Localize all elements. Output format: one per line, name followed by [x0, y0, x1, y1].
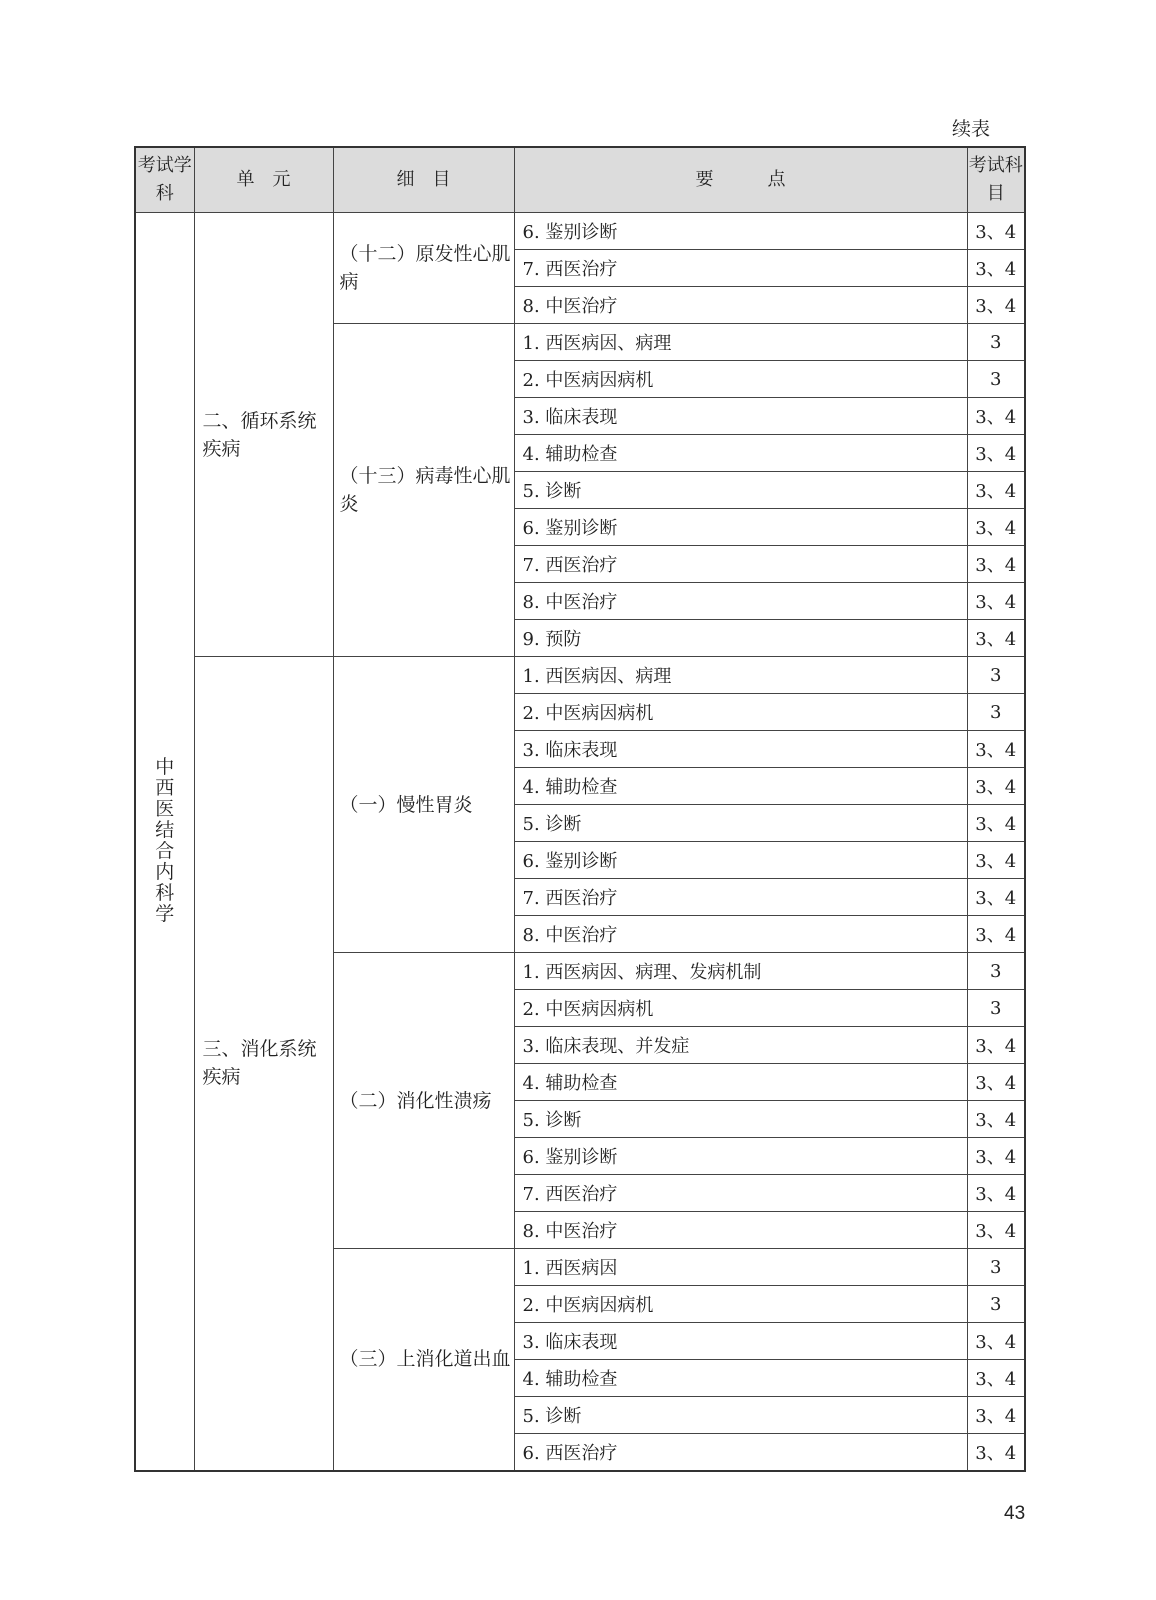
header-unit: 单 元 [194, 147, 333, 213]
score-cell: 3、4 [967, 1397, 1025, 1434]
item-cell: （十二）原发性心肌病 [333, 213, 514, 324]
header-item: 细 目 [333, 147, 514, 213]
point-cell: 4. 辅助检查 [514, 768, 967, 805]
point-cell: 2. 中医病因病机 [514, 694, 967, 731]
score-cell: 3、4 [967, 472, 1025, 509]
item-cell: （十三）病毒性心肌炎 [333, 324, 514, 657]
score-cell: 3、4 [967, 250, 1025, 287]
header-score: 考试科目 [967, 147, 1025, 213]
score-cell: 3、4 [967, 287, 1025, 324]
point-cell: 6. 鉴别诊断 [514, 509, 967, 546]
score-cell: 3、4 [967, 398, 1025, 435]
score-cell: 3、4 [967, 1138, 1025, 1175]
point-cell: 3. 临床表现、并发症 [514, 1027, 967, 1064]
table-row [135, 657, 1025, 694]
point-cell: 9. 预防 [514, 620, 967, 657]
score-cell: 3、4 [967, 768, 1025, 805]
unit-cell: 三、消化系统疾病 [194, 657, 333, 1471]
score-cell: 3 [967, 657, 1025, 694]
score-cell: 3、4 [967, 1434, 1025, 1471]
subject-cell [135, 213, 194, 1471]
score-cell: 3、4 [967, 620, 1025, 657]
point-cell: 5. 诊断 [514, 1101, 967, 1138]
point-cell: 8. 中医治疗 [514, 1212, 967, 1249]
score-cell: 3、4 [967, 842, 1025, 879]
point-cell: 5. 诊断 [514, 1397, 967, 1434]
point-cell: 1. 西医病因、病理 [514, 324, 967, 361]
point-cell: 3. 临床表现 [514, 731, 967, 768]
point-cell: 8. 中医治疗 [514, 916, 967, 953]
score-cell: 3、4 [967, 731, 1025, 768]
table-body [135, 213, 1025, 1471]
score-cell: 3、4 [967, 1175, 1025, 1212]
point-cell: 1. 西医病因、病理 [514, 657, 967, 694]
point-cell: 2. 中医病因病机 [514, 990, 967, 1027]
table-header-row [135, 147, 1025, 213]
score-cell: 3 [967, 361, 1025, 398]
point-cell: 7. 西医治疗 [514, 250, 967, 287]
point-cell: 3. 临床表现 [514, 1323, 967, 1360]
score-cell: 3 [967, 324, 1025, 361]
unit-cell: 二、循环系统疾病 [194, 213, 333, 657]
score-cell: 3、4 [967, 1212, 1025, 1249]
score-cell: 3、4 [967, 879, 1025, 916]
point-cell: 6. 鉴别诊断 [514, 1138, 967, 1175]
score-cell: 3、4 [967, 213, 1025, 250]
score-cell: 3、4 [967, 1027, 1025, 1064]
item-cell: （三）上消化道出血 [333, 1249, 514, 1471]
score-cell: 3 [967, 1249, 1025, 1286]
score-cell: 3、4 [967, 805, 1025, 842]
score-cell: 3、4 [967, 546, 1025, 583]
point-cell: 5. 诊断 [514, 472, 967, 509]
score-cell: 3、4 [967, 1101, 1025, 1138]
point-cell: 6. 鉴别诊断 [514, 842, 967, 879]
point-cell: 4. 辅助检查 [514, 1360, 967, 1397]
score-cell: 3、4 [967, 1360, 1025, 1397]
syllabus-table [134, 146, 1026, 1472]
score-cell: 3 [967, 990, 1025, 1027]
score-cell: 3、4 [967, 435, 1025, 472]
score-cell: 3、4 [967, 1323, 1025, 1360]
item-cell: （一）慢性胃炎 [333, 657, 514, 953]
point-cell: 7. 西医治疗 [514, 1175, 967, 1212]
score-cell: 3 [967, 694, 1025, 731]
point-cell: 4. 辅助检查 [514, 435, 967, 472]
header-point: 要 点 [514, 147, 967, 213]
point-cell: 4. 辅助检查 [514, 1064, 967, 1101]
point-cell: 6. 鉴别诊断 [514, 213, 967, 250]
point-cell: 2. 中医病因病机 [514, 361, 967, 398]
point-cell: 3. 临床表现 [514, 398, 967, 435]
score-cell: 3、4 [967, 509, 1025, 546]
point-cell: 8. 中医治疗 [514, 287, 967, 324]
point-cell: 1. 西医病因 [514, 1249, 967, 1286]
subject-label: 中西医结合内科学 [155, 756, 175, 926]
point-cell: 2. 中医病因病机 [514, 1286, 967, 1323]
continued-label: 续表 [952, 118, 991, 140]
point-cell: 7. 西医治疗 [514, 879, 967, 916]
item-cell: （二）消化性溃疡 [333, 953, 514, 1249]
score-cell: 3、4 [967, 916, 1025, 953]
point-cell: 7. 西医治疗 [514, 546, 967, 583]
point-cell: 8. 中医治疗 [514, 583, 967, 620]
table-row [135, 213, 1025, 250]
page-number: 43 [1004, 1503, 1026, 1524]
point-cell: 6. 西医治疗 [514, 1434, 967, 1471]
score-cell: 3、4 [967, 583, 1025, 620]
score-cell: 3、4 [967, 1064, 1025, 1101]
point-cell: 1. 西医病因、病理、发病机制 [514, 953, 967, 990]
point-cell: 5. 诊断 [514, 805, 967, 842]
score-cell: 3 [967, 1286, 1025, 1323]
header-subject: 考试学科 [135, 147, 194, 213]
score-cell: 3 [967, 953, 1025, 990]
